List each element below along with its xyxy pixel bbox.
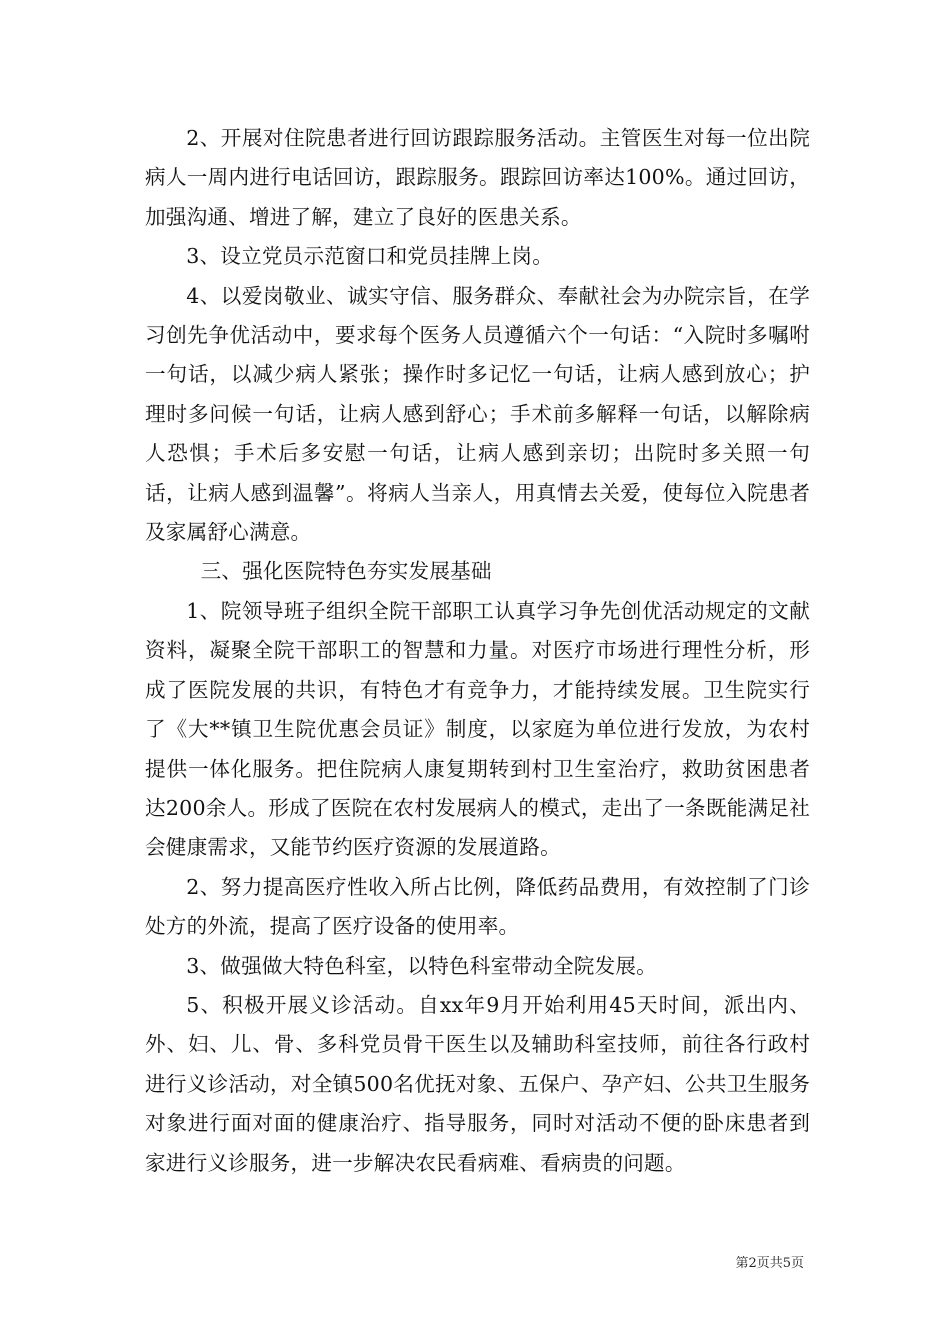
paragraph-party-window: 3、设立党员示范窗口和党员挂牌上岗。 — [186, 244, 553, 269]
document-body — [145, 119, 810, 1183]
paragraph-leadership-study: 1、院领导班子组织全院干部职工认真学习争先创优活动规定的文献资料，凝聚全院干部职工的智慧和力量。对医疗市场进行理性分析，形成了医院发展的共识，有特色才有竞争力，才能持续发展。卫生院实行了《大**镇卫生院优惠会员证》制度，以家庭为单位进行发放，为农村提供一体化服务。把住院病人康复期转到村卫生室治疗，救助贫困患者达200余人。形成了医院在农村发展病人的模式，走出了一条既能满足社会健康需求，又能节约医疗资源的发展道路。 — [145, 598, 810, 860]
paragraph-specialty-departments: 3、做强做大特色科室，以特色科室带动全院发展。 — [186, 953, 657, 978]
paragraph-service-motto: 4、以爱岗敬业、诚实守信、服务群众、奉献社会为办院宗旨，在学习创先争优活动中，要求每个医务人员遵循六个一句话：“入院时多嘱咐一句话，以减少病人紧张；操作时多记忆一句话，让病人感到放心；护理时多问候一句话，让病人感到舒心；手术前多解释一句话，以解除病人恐惧；手术后多安慰一句话，让病人感到亲切；出院时多关照一句话，让病人感到温馨”。将病人当亲人，用真情去关爱，使每位入院患者及家属舒心满意。 — [145, 283, 810, 545]
paragraph-medical-income: 2、努力提高医疗性收入所占比例，降低药品费用，有效控制了门诊处方的外流，提高了医疗设备的使用率。 — [145, 874, 810, 939]
paragraph-free-clinic: 5、积极开展义诊活动。自xx年9月开始利用45天时间，派出内、外、妇、儿、骨、多科党员骨干医生以及辅助科室技师，前往各行政村进行义诊活动，对全镇500名优抚对象、五保户、孕产妇、公共卫生服务对象进行面对面的健康治疗、指导服务，同时对活动不便的卧床患者到家进行义诊服务，进一步解决农民看病难、看病贵的问题。 — [145, 992, 810, 1175]
page-number: 第2页共5页 — [735, 1256, 804, 1271]
section-heading-hospital-features: 三、强化医院特色夯实发展基础 — [200, 559, 492, 584]
paragraph-followup-service: 2、开展对住院患者进行回访跟踪服务活动。主管医生对每一位出院病人一周内进行电话回访，跟踪服务。跟踪回访率达100%。通过回访，加强沟通、增进了解，建立了良好的医患关系。 — [145, 126, 810, 229]
